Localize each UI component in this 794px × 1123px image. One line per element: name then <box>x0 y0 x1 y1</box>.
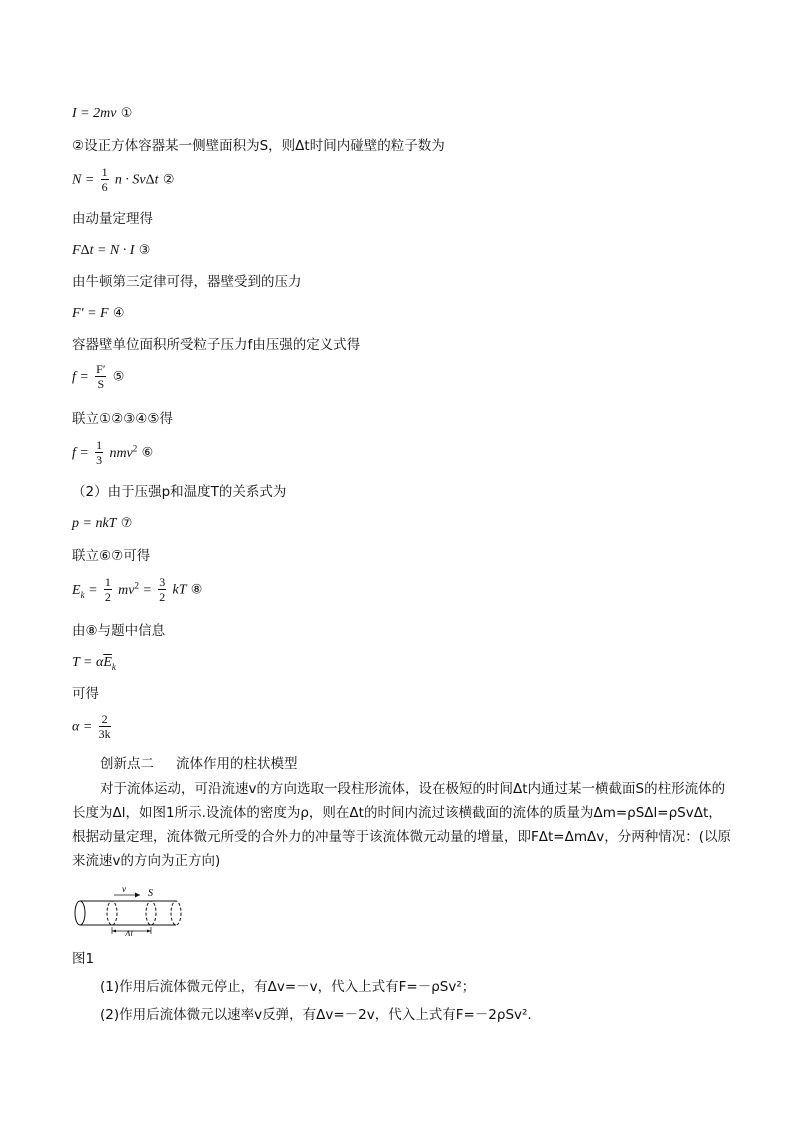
delta-l-label: Δl <box>125 929 133 936</box>
text-line: 由牛顿第三定律可得，器壁受到的压力 <box>72 274 302 290</box>
equation-temperature: $T = \alpha\overline{E}_k$ <box>72 655 116 672</box>
body-paragraph: 对于流体运动，可沿流速v的方向选取一段柱形流体，设在极短的时间Δt内通过某一横截面S的柱形流体的长度为Δl，如图1所示.设流体的密度为ρ，则在Δt的时间内流过该横截面的流体的质量为Δm=ρSΔl=ρSvΔt，根据动量定理，流体微元所受的合外力的冲量等于该流体微元动量的增量，即FΔt=ΔmΔv，分两种情况：(以原来流速v的方向为正方向) <box>72 781 731 869</box>
cylinder-left-end <box>75 901 85 925</box>
equation-impulse: I = 2mv ① <box>72 106 133 121</box>
equation-newton-third: F′ = F ④ <box>72 306 125 321</box>
section-heading <box>100 752 298 772</box>
equation-particle-count: N = $\frac{1}{6}$ n · SvΔt ② <box>72 165 175 194</box>
text-line: 容器壁单位面积所受粒子压力f由压强的定义式得 <box>72 337 361 353</box>
equation-pressure-definition: f = $\frac{F'}{S}$ ⑤ <box>72 362 125 391</box>
velocity-arrowhead <box>135 893 140 898</box>
cross-section-left <box>107 901 117 925</box>
text-line: 由⑧与题中信息 <box>72 623 166 639</box>
flow-cylinder-figure <box>72 884 186 936</box>
figure-caption: 图1 <box>72 951 95 967</box>
text-line: 由动量定理得 <box>72 211 153 227</box>
text-line: ②设正方体容器某一侧壁面积为S，则Δt时间内碰壁的粒子数为 <box>72 138 445 154</box>
equation-kinetic-energy: $E_k$ = $\frac{1}{2}$ $mv^2$ = $\frac{3}{2}$ kT ⑧ <box>72 575 203 605</box>
case-1: (1)作用后流体微元停止，有Δv=－v，代入上式有F=－ρSv²； <box>100 979 476 995</box>
equation-momentum-theorem: FΔt = N · I ③ <box>72 243 151 258</box>
equation-pressure-result: f = $\frac{1}{3}$ nmv$^2$ ⑥ <box>72 438 154 468</box>
equation-alpha: α = $\frac{2}{3k}$ <box>72 712 111 741</box>
section-title: 流体作用的柱状模型 <box>176 756 298 772</box>
text-line: 联立①②③④⑤得 <box>72 411 174 427</box>
text-line: （2）由于压强p和温度T的关系式为 <box>72 484 287 500</box>
cylinder-right-end <box>171 901 181 925</box>
velocity-label: v <box>122 884 126 894</box>
section-label: 创新点二 <box>100 756 154 772</box>
cross-section-s <box>146 901 156 925</box>
equation-ideal-gas: p = nkT ⑦ <box>72 516 133 531</box>
section-s-label: S <box>148 888 153 899</box>
case-2: (2)作用后流体微元以速率v反弹，有Δv=－2v，代入上式有F=－2ρSv². <box>100 1007 532 1023</box>
text-line: 可得 <box>72 686 99 702</box>
text-line: 联立⑥⑦可得 <box>72 548 151 564</box>
